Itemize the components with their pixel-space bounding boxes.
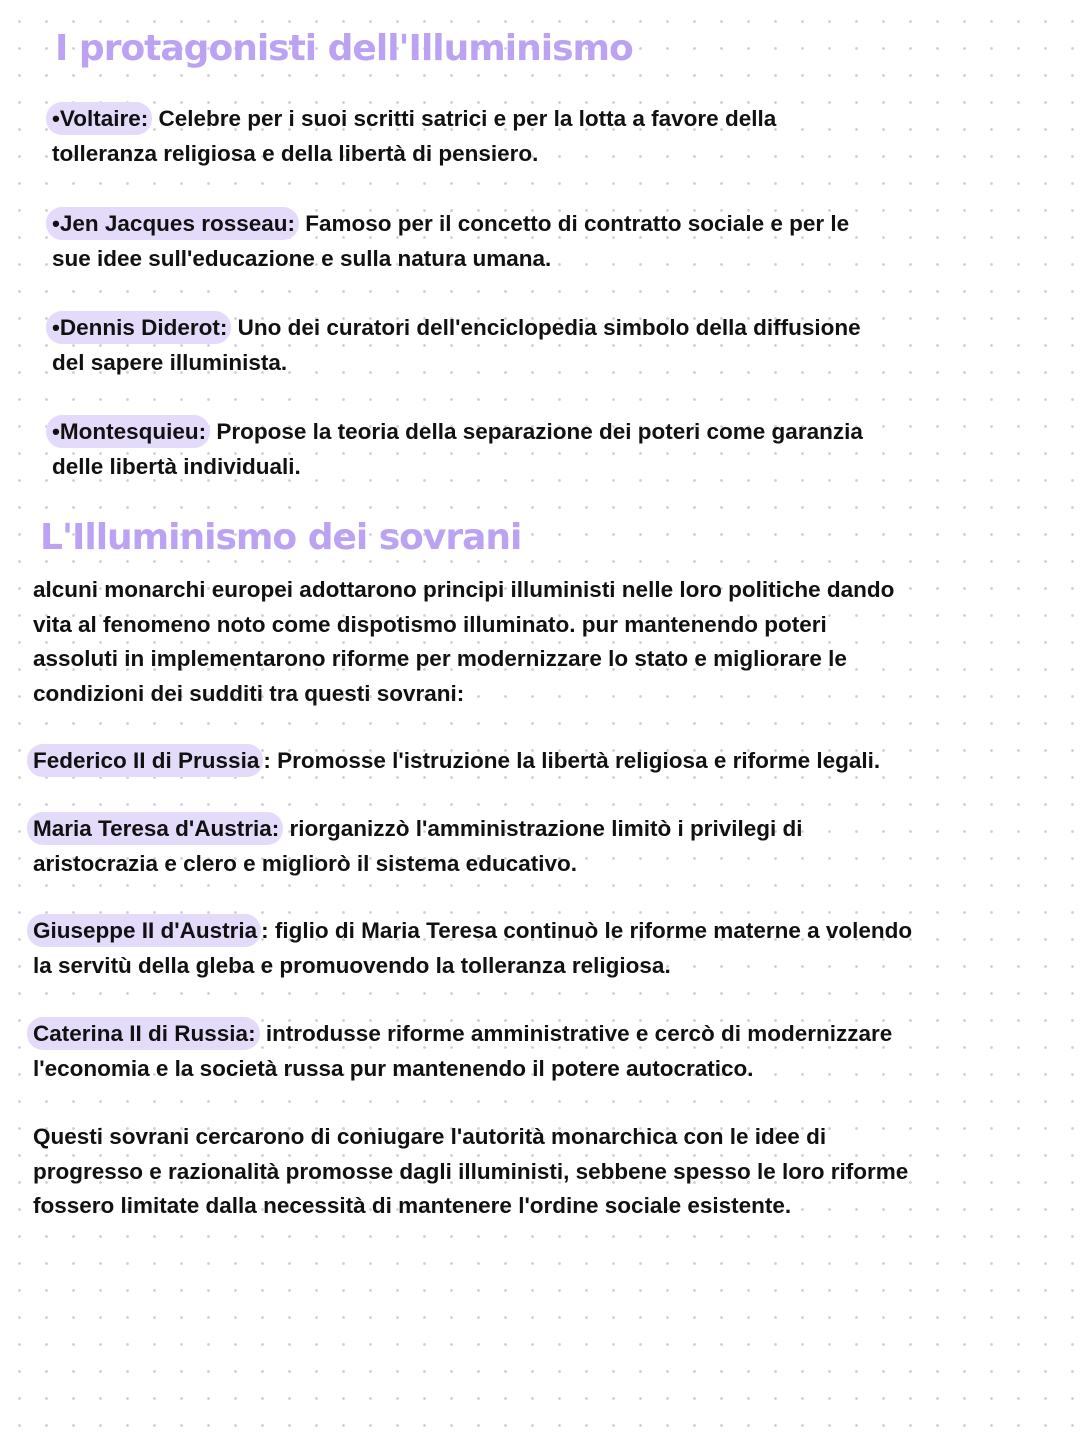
item-text: riorganizzò l'amministrazione limitò i privilegi di [283, 816, 803, 841]
conclusion-paragraph [33, 1120, 908, 1224]
item-montesquieu [52, 415, 863, 484]
text-line: Questi sovrani cercarono di coniugare l'autorità monarchica con le idee di [33, 1124, 827, 1149]
item-voltaire [52, 102, 776, 171]
item-text: Celebre per i suoi scritti satrici e per la lotta a favore della [152, 106, 777, 131]
item-text: Propose la teoria della separazione dei poteri come garanzia [210, 419, 863, 444]
text-line: vita al fenomeno noto come dispotismo illuminato. pur mantenendo poteri [33, 611, 827, 637]
item-giuseppe [33, 914, 912, 983]
item-text: : Promosse l'istruzione la libertà religiosa e riforme legali. [263, 748, 881, 773]
item-text: delle libertà individuali. [52, 453, 301, 479]
section-title-protagonisti: I protagonisti dell'Illuminismo [55, 28, 633, 69]
text-line: condizioni dei sudditi tra questi sovrani: [33, 680, 465, 706]
item-caterina [33, 1017, 892, 1086]
item-text: Uno dei curatori dell'enciclopedia simbolo della diffusione [231, 315, 861, 340]
highlight-label: •Jen Jacques rosseau: [46, 207, 299, 240]
highlight-label: Giuseppe II d'Austria [27, 914, 261, 947]
highlight-label: Caterina II di Russia: [27, 1017, 260, 1050]
highlight-label: •Voltaire: [46, 102, 152, 135]
section-title-sovrani: L'Illuminismo dei sovrani [40, 517, 522, 558]
intro-paragraph [33, 573, 894, 711]
item-text: tolleranza religiosa e della libertà di pensiero. [52, 140, 539, 166]
item-federico [33, 744, 880, 779]
highlight-label: •Montesquieu: [46, 415, 210, 448]
text-line: alcuni monarchi europei adottarono principi illuministi nelle loro politiche dando [33, 577, 895, 602]
item-text: la servitù della gleba e promuovendo la tolleranza religiosa. [33, 952, 671, 978]
text-line: assoluti in implementarono riforme per modernizzare lo stato e migliorare le [33, 646, 847, 671]
item-text: introdusse riforme amministrative e cercò di modernizzare [259, 1021, 893, 1046]
item-diderot [52, 311, 861, 380]
highlight-label: Federico II di Prussia [27, 744, 263, 777]
item-text: l'economia e la società russa pur mantenendo il potere autocratico. [33, 1055, 754, 1081]
highlight-label: Maria Teresa d'Austria: [27, 812, 283, 845]
item-maria-teresa [33, 812, 802, 881]
item-text: sue idee sull'educazione e sulla natura umana. [52, 245, 552, 271]
text-line: progresso e razionalità promosse dagli illuministi, sebbene spesso le loro riforme [33, 1158, 909, 1184]
item-text: Famoso per il concetto di contratto sociale e per le [299, 211, 850, 236]
item-text: : figlio di Maria Teresa continuò le riforme materne a volendo [261, 918, 913, 943]
highlight-label: •Dennis Diderot: [46, 311, 231, 344]
item-text: del sapere illuminista. [52, 349, 288, 375]
item-rousseau [52, 207, 849, 276]
text-line: fossero limitate dalla necessità di mantenere l'ordine sociale esistente. [33, 1193, 792, 1218]
item-text: aristocrazia e clero e migliorò il sistema educativo. [33, 850, 577, 876]
